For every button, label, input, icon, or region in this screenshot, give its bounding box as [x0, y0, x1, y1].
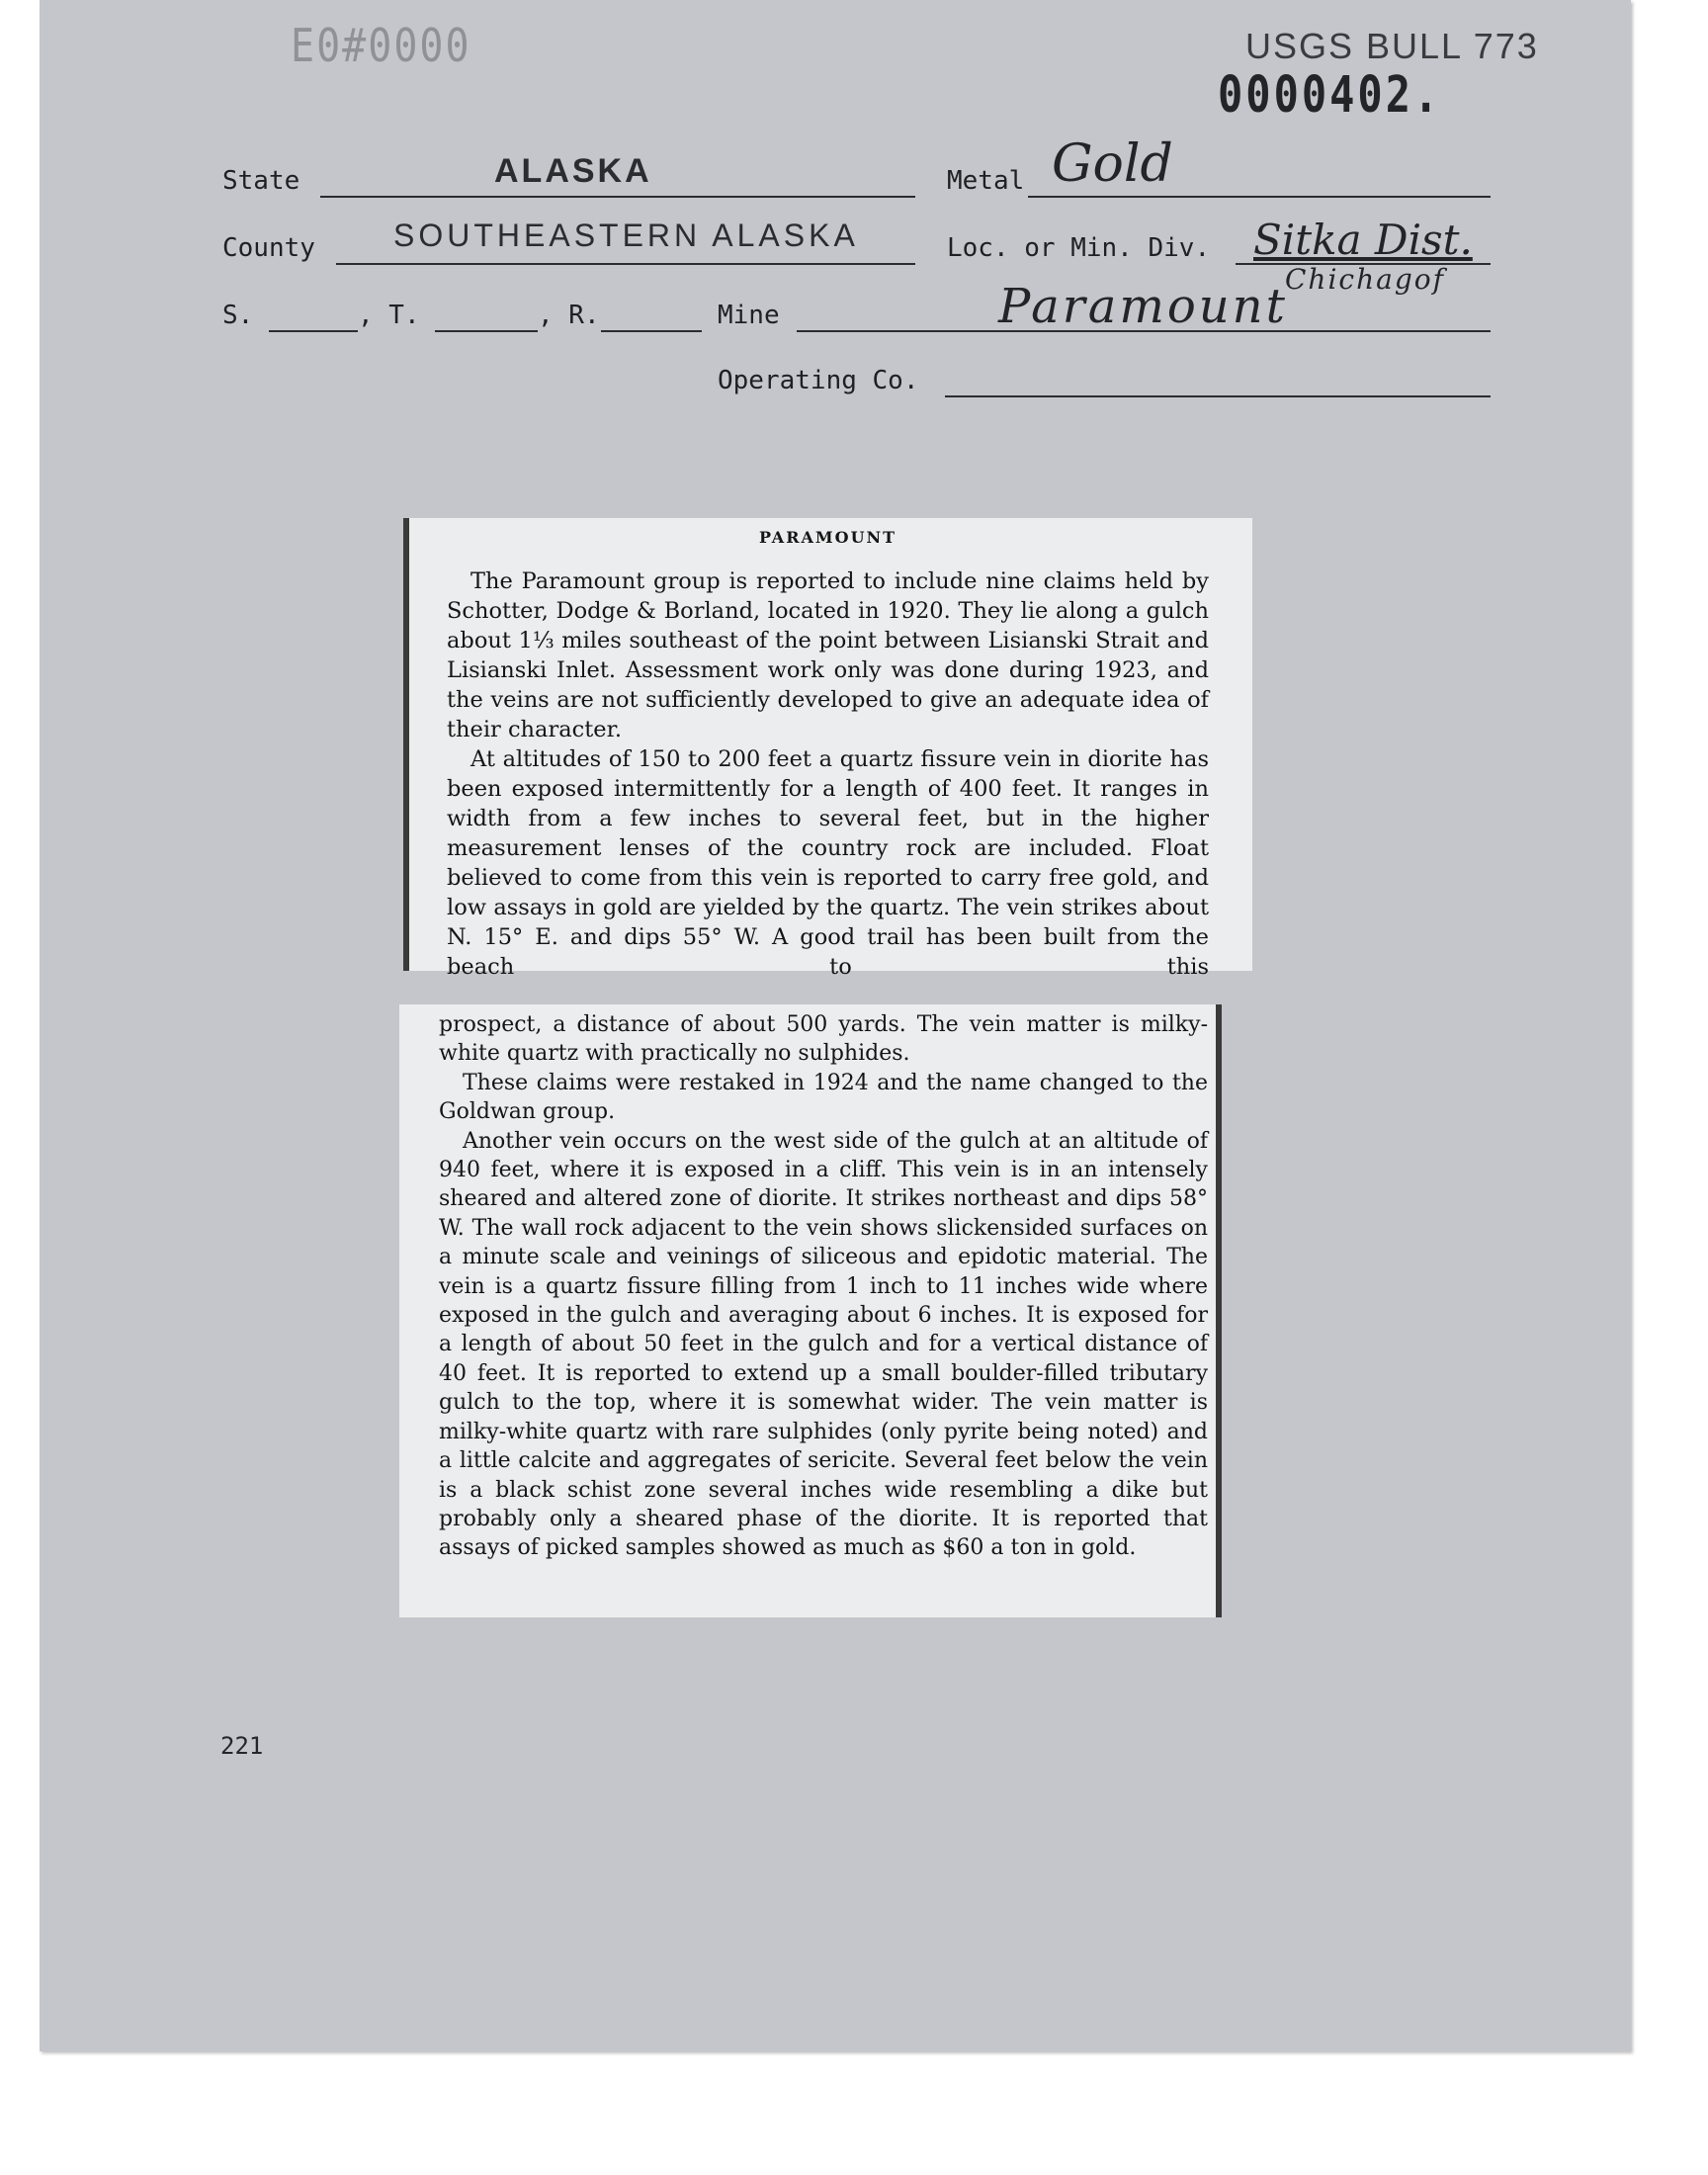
division-value: Sitka Dist.	[1253, 216, 1473, 264]
mine-value: Paramount	[998, 279, 1288, 334]
operating-company-label: Operating Co.	[718, 366, 919, 395]
metal-field-line	[1028, 196, 1491, 198]
state-value: ALASKA	[494, 152, 652, 190]
article-clipping-top	[403, 518, 1252, 980]
article-paragraph: At altitudes of 150 to 200 feet a quartz fissure vein in diorite has been exposed intermittently for a length of 400 feet. It ranges in width from a few inches to several feet, but in the higher measurement lenses of the country rock are included. Float believed to come from this vein is reported to carry free gold, and low assays in gold are yielded by the quartz. The vein strikes about N. 15° E. and dips 55° W. A good trail has been built from the beach to this	[447, 746, 1209, 980]
article-paragraph: The Paramount group is reported to include nine claims held by Schotter, Dodge & Borland, located in 1920. They lie along a gulch about 1⅓ miles southeast of the point between Lisianski Strait and Lisianski Inlet. Assessment work only was done during 1923, and the veins are not sufficiently developed to give an adequate idea of their character.	[447, 568, 1209, 742]
range-field-line	[601, 330, 702, 332]
division-label: Loc. or Min. Div.	[947, 233, 1211, 263]
range-label: , R.	[538, 301, 600, 330]
metal-label: Metal	[947, 166, 1025, 196]
bulletin-reference: USGS BULL 773	[1245, 26, 1539, 66]
metal-value: Gold	[1052, 134, 1173, 194]
article-paragraph: Another vein occurs on the west side of the gulch at an altitude of 940 feet, where it is exposed in a cliff. This vein is in an intensely sheared and altered zone of diorite. It strikes northeast and dips 58° W. The wall rock adjacent to the vein shows slickensided surfaces on a minute scale and veinings of siliceous and epidotic material. The vein is a quartz fissure filling from 1 inch to 11 inches wide where exposed in the gulch and averaging about 6 inches. It is exposed for a length of about 50 feet in the gulch and for a vertical distance of 40 feet. It is reported to extend up a small boulder-filled tributary gulch to the top, where it is somewhat wider. The vein matter is milky-white quartz with rare sulphides (only pyrite being noted) and a little calcite and aggregates of sericite. Several feet below the vein is a black schist zone several inches wide resembling a dike but probably only a sheared phase of the diorite. It is reported that assays of picked samples showed as much as $60 a ton in gold.	[439, 1128, 1208, 1561]
township-field-line	[435, 330, 538, 332]
state-label: State	[222, 166, 300, 196]
page-number: 221	[220, 1732, 264, 1760]
article-clipping-bottom	[399, 1004, 1222, 1617]
division-subvalue: Chichagof	[1285, 263, 1445, 296]
township-label: , T.	[358, 301, 420, 330]
operating-company-field-line	[945, 395, 1491, 397]
section-label: S.	[222, 301, 254, 330]
article-paragraph: These claims were restaked in 1924 and the name changed to the Goldwan group.	[439, 1070, 1208, 1125]
article-paragraph-continued: prospect, a distance of about 500 yards. The vein matter is milky-white quartz with practically no sulphides.	[439, 1012, 1208, 1067]
stamp-number: E0#0000	[291, 20, 471, 73]
mine-field-line	[797, 330, 1491, 332]
mine-label: Mine	[718, 301, 780, 330]
county-label: County	[222, 233, 315, 263]
section-field-line	[269, 330, 358, 332]
county-value: SOUTHEASTERN ALASKA	[393, 218, 859, 253]
article-heading: PARAMOUNT	[758, 528, 897, 547]
division-field-line	[1236, 263, 1491, 265]
state-field-line	[320, 196, 915, 198]
county-field-line	[336, 263, 915, 265]
document-number: 0000402.	[1218, 65, 1442, 124]
